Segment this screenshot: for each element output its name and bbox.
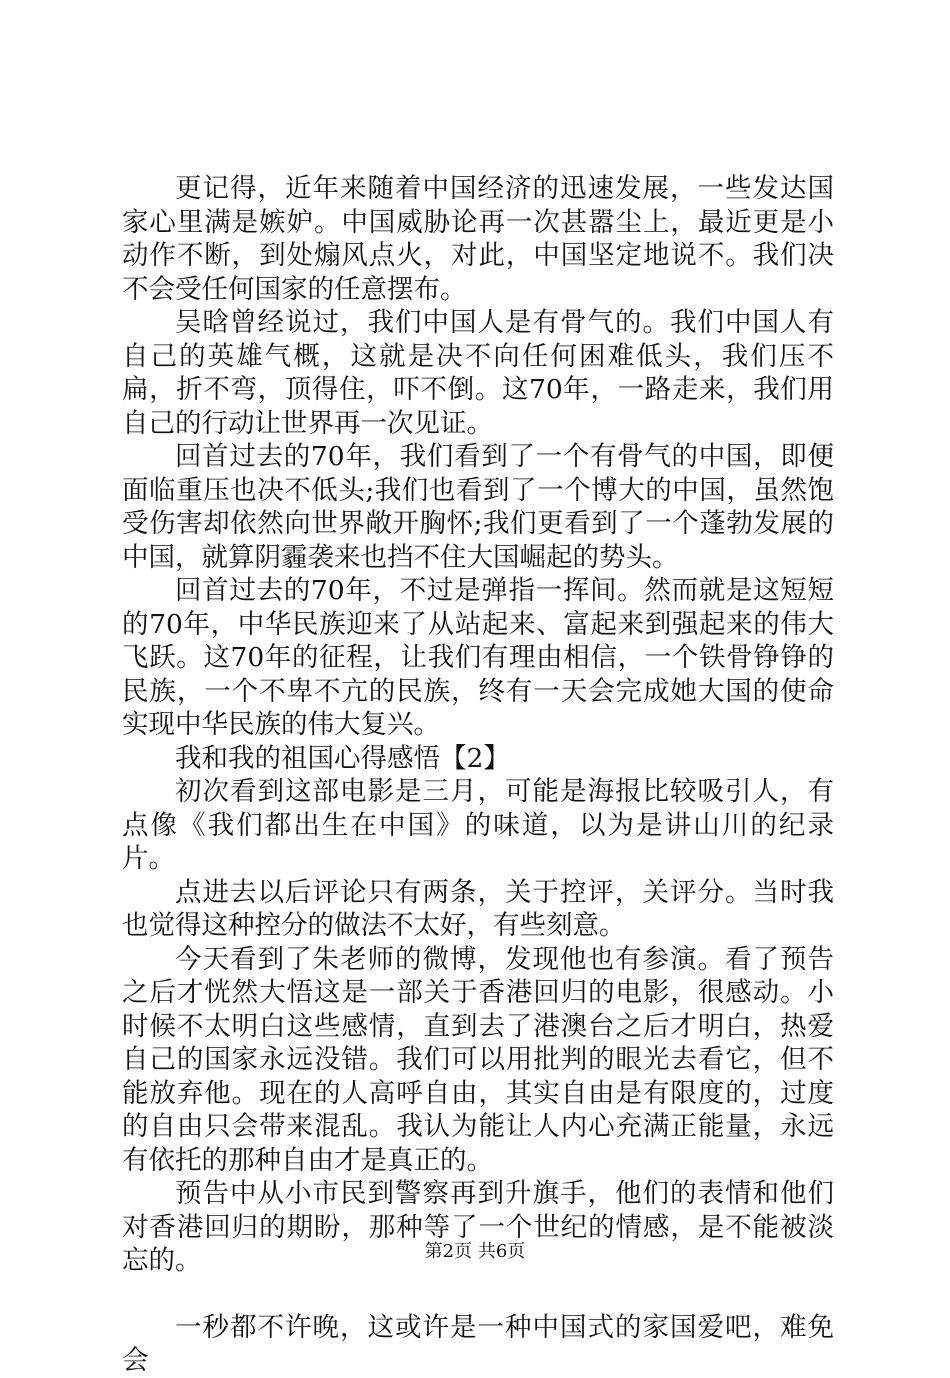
page-footer: 第2页 共6页 xyxy=(424,1241,526,1262)
paragraph: 回首过去的70年，我们看到了一个有骨气的中国，即便面临重压也决不低头;我们也看到了一个博大的中国，虽然饱受伤害却依然向世界敞开胸怀;我们更看到了一个蓬勃发展的中国，就算阴霾袭来也挡不住大国崛起的势头。 xyxy=(122,441,834,573)
paragraph: 初次看到这部电影是三月，可能是海报比较吸引人，有点像《我们都出生在中国》的味道，以为是讲山川的纪录片。 xyxy=(122,776,834,874)
section-heading: 我和我的祖国心得感悟【2】 xyxy=(175,742,510,774)
paragraph: 一秒都不许晚，这或许是一种中国式的家国爱吧，难免会 xyxy=(122,1311,834,1376)
paragraph: 预告中从小市民到警察再到升旗手，他们的表情和他们对香港回归的期盼，那种等了一个世纪的情感，是不能被淡忘的。 xyxy=(122,1178,834,1276)
paragraph: 今天看到了朱老师的微博，发现他也有参演。看了预告之后才恍然大悟这是一部关于香港回归的电影，很感动。小时候不太明白这些感情，直到去了港澳台之后才明白，热爱自己的国家永远没错。我们可以用批判的眼光去看它，但不能放弃他。现在的人高呼自由，其实自由是有限度的，过度的自由只会带来混乱。我认为能让人内心充满正能量，永远有依托的那种自由才是真正的。 xyxy=(122,943,834,1176)
paragraph: 更记得，近年来随着中国经济的迅速发展，一些发达国家心里满是嫉妒。中国威胁论再一次甚嚣尘上，最近更是小动作不断，到处煽风点火，对此，中国坚定地说不。我们决不会受任何国家的任意摆布。 xyxy=(122,173,834,305)
paragraph: 回首过去的70年，不过是弹指一挥间。然而就是这短短的70年，中华民族迎来了从站起来、富起来到强起来的伟大飞跃。这70年的征程，让我们有理由相信，一个铁骨铮铮的民族，一个不卑不亢的民族，终有一天会完成她大国的使命实现中华民族的伟大复兴。 xyxy=(122,575,834,740)
document-body xyxy=(122,172,834,1378)
paragraph: 吴晗曾经说过，我们中国人是有骨气的。我们中国人有自己的英雄气概，这就是决不向任何困难低头，我们压不扁，折不弯，顶得住，吓不倒。这70年，一路走来，我们用自己的行动让世界再一次见证。 xyxy=(122,307,834,439)
paragraph: 点进去以后评论只有两条，关于控评，关评分。当时我也觉得这种控分的做法不太好，有些刻意。 xyxy=(122,876,834,941)
